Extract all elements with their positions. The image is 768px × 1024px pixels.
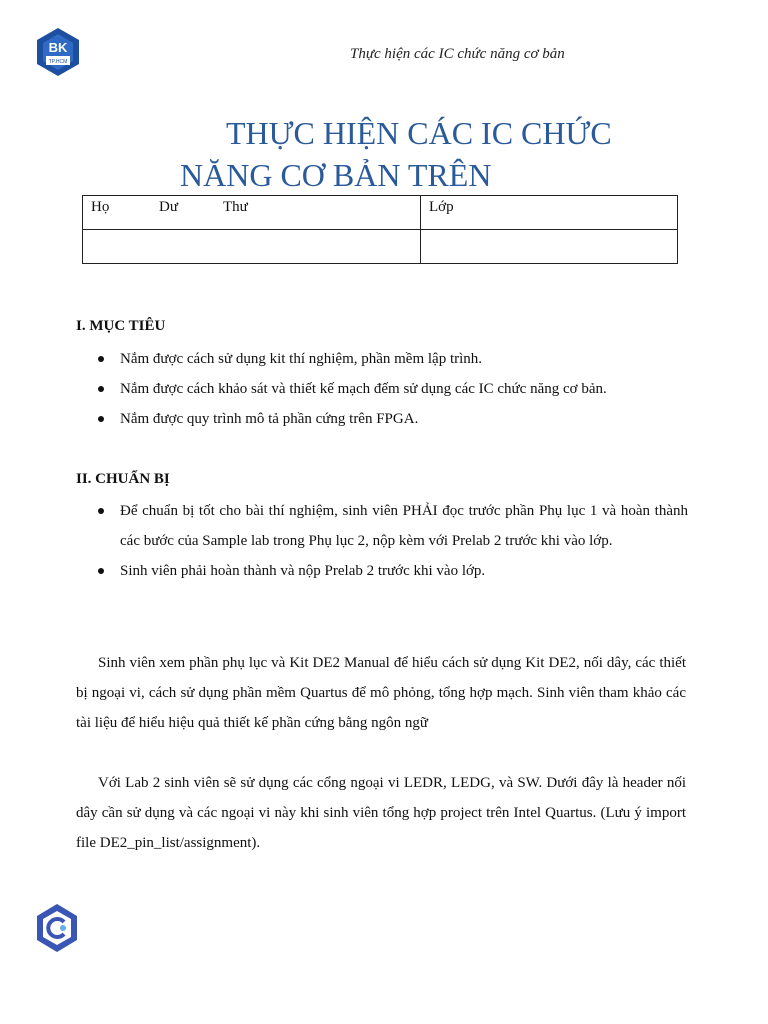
name-du: Dư: [159, 199, 178, 215]
name-cell: [83, 196, 421, 230]
list-item: Nắm được cách sử dụng kit thí nghiệm, phần mềm lập trình.: [98, 344, 688, 374]
list-item: Nắm được quy trình mô tả phần cứng trên FPGA.: [98, 404, 688, 434]
objectives-list: [98, 344, 688, 434]
section-heading-preparation: II. CHUẨN BỊ: [76, 471, 170, 487]
student-info-table: [82, 195, 678, 264]
section-heading-objectives: I. MỤC TIÊU: [76, 318, 166, 334]
list-item: Để chuẩn bị tốt cho bài thí nghiệm, sinh viên PHẢI đọc trước phần Phụ lục 1 và hoàn thành các bước của Sample lab trong Phụ lục 2, nộp kèm với Prelab 2 trước khi vào lớp.: [98, 496, 688, 556]
class-value-cell: [421, 230, 678, 264]
list-item: Sinh viên phải hoàn thành và nộp Prelab 2 trước khi vào lớp.: [98, 556, 688, 586]
name-thu: Thư: [223, 199, 248, 215]
name-value-cell: [83, 230, 421, 264]
title-line-2: NĂNG CƠ BẢN TRÊN: [180, 157, 492, 193]
list-item: Nắm được cách khảo sát và thiết kế mạch đếm sử dụng các IC chức năng cơ bản.: [98, 374, 688, 404]
class-label: Lớp: [429, 199, 454, 215]
class-cell: [421, 196, 678, 230]
preparation-list: [98, 496, 688, 586]
title-line-1: THỰC HIỆN CÁC IC CHỨC: [226, 115, 612, 151]
logo-subtext: TP.HCM: [48, 59, 68, 65]
footer-logo-icon: [34, 902, 80, 954]
paragraph-lab2: Với Lab 2 sinh viên sẽ sử dụng các cổng ngoại vi LEDR, LEDG, và SW. Dưới đây là header nối dây cần sử dụng và các ngoại vi này khi sinh viên tổng hợp project trên Intel Quartus. (Lưu ý import file DE2_pin_list/assignment).: [76, 775, 686, 851]
running-header-title: Thực hiện các IC chức năng cơ bản: [350, 46, 565, 62]
name-ho: Họ: [91, 199, 110, 215]
document-title: [180, 112, 680, 196]
paragraph-intro: Sinh viên xem phần phụ lục và Kit DE2 Manual để hiểu cách sử dụng Kit DE2, nối dây, các thiết bị ngoại vi, cách sử dụng phần mềm Quartus để mô phỏng, tổng hợp mạch. Sinh viên tham khảo các tài liệu để hiểu hiệu quả thiết kế phần cứng bằng ngôn ngữ: [76, 655, 686, 731]
logo-text: BK: [48, 40, 68, 55]
university-logo-icon: [33, 26, 83, 78]
